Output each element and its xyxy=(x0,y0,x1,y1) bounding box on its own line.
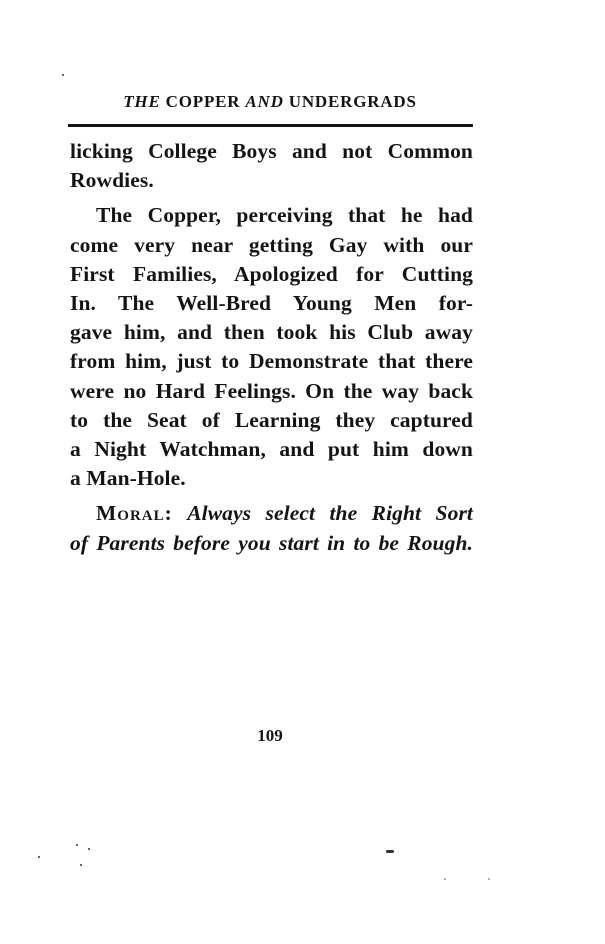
moral-line-1 xyxy=(70,499,473,528)
moral-text-2: of Parents before you start in to be Rough. xyxy=(70,530,473,555)
paragraph-2 xyxy=(70,201,473,493)
scan-speck xyxy=(386,850,394,853)
running-head-copper: COPPER xyxy=(165,92,241,111)
text-line: First Families, Apologized for Cutting xyxy=(70,261,473,286)
moral-paragraph xyxy=(70,499,473,557)
scan-speck xyxy=(80,864,82,866)
text-line: a Night Watchman, and put him down xyxy=(70,437,473,462)
text-line: licking College Boys and not Common xyxy=(70,139,473,163)
moral-label: Moral: xyxy=(96,501,173,526)
running-head-undergrads: UNDERGRADS xyxy=(288,92,417,111)
moral-text-1: Always select the Right Sort xyxy=(187,501,473,526)
scan-speck xyxy=(38,856,40,858)
scan-speck xyxy=(488,878,490,880)
text-line: gave him, and then took his Club away xyxy=(70,320,473,345)
text-line: The Copper, perceiving that he had xyxy=(96,203,473,228)
body-text xyxy=(70,137,473,558)
scan-speck xyxy=(76,844,78,846)
text-line: to the Seat of Learning they captured xyxy=(70,407,473,432)
text-line: were no Hard Feelings. On the way back xyxy=(70,378,473,403)
text-line: a Man-Hole. xyxy=(70,466,186,491)
text-line: In. The Well-Bred Young Men for- xyxy=(70,291,473,316)
paragraph-1 xyxy=(70,137,473,195)
text-line: from him, just to Demonstrate that there xyxy=(70,349,473,374)
text-line: Rowdies. xyxy=(70,168,154,193)
page-number: 109 xyxy=(257,726,283,745)
running-head-the: THE xyxy=(123,92,161,111)
scan-speck xyxy=(444,878,446,880)
running-head-and: AND xyxy=(245,92,284,111)
scan-speck xyxy=(88,848,90,850)
running-head xyxy=(70,92,470,112)
header-rule xyxy=(68,124,473,127)
scan-speck xyxy=(62,74,64,76)
text-line: come very near getting Gay with our xyxy=(70,232,473,257)
